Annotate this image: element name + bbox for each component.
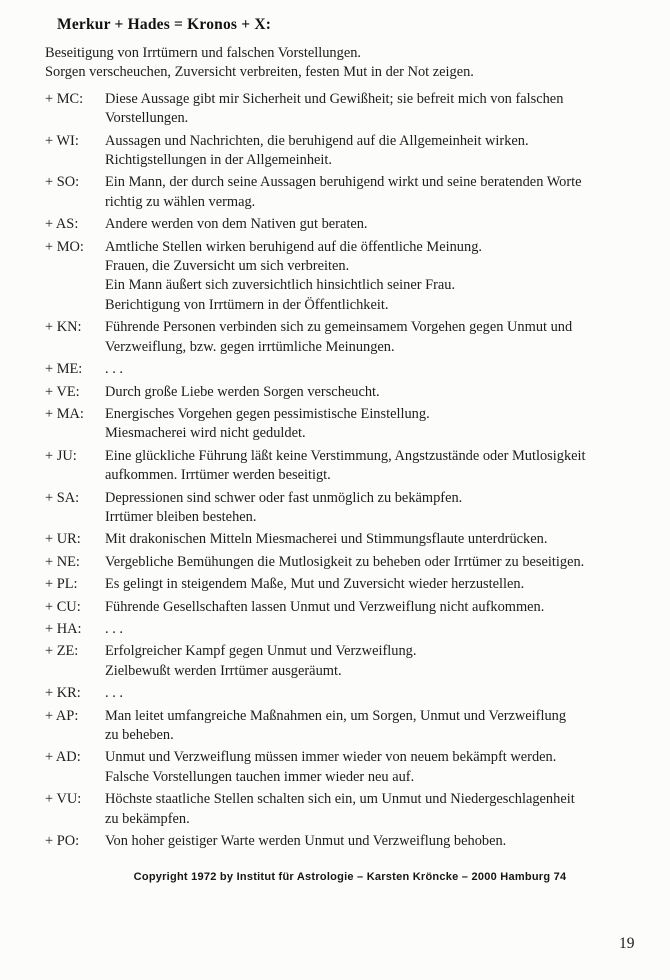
- entry-text: [105, 748, 660, 787]
- entry-line: Eine glückliche Führung läßt keine Verstimmung, Angstzustände oder Mutlosigkeit: [105, 447, 586, 464]
- entry-line: Führende Gesellschaften lassen Unmut und Verzweiflung nicht aufkommen.: [105, 598, 545, 615]
- entry-row: [45, 215, 660, 234]
- entry-label: + JU:: [45, 447, 77, 464]
- entry-label: + VE:: [45, 383, 80, 400]
- entry-label: + AD:: [45, 749, 81, 766]
- entry-line: Höchste staatliche Stellen schalten sich ein, um Unmut und Niedergeschlagenheit: [105, 791, 575, 808]
- entry-text: [105, 447, 660, 486]
- entry-text: [105, 575, 660, 594]
- copyright-line: Copyright 1972 by Institut für Astrologie – Karsten Kröncke – 2000 Hamburg 74: [133, 871, 567, 883]
- intro-line: Beseitigung von Irrtümern und falschen Vorstellungen.: [45, 45, 362, 61]
- entry-row: [45, 447, 660, 486]
- entry-label: + AS:: [45, 216, 79, 233]
- entry-row: [45, 598, 660, 617]
- entry-label: + MA:: [45, 405, 84, 422]
- entry-line: Falsche Vorstellungen tauchen immer wieder neu auf.: [105, 768, 415, 785]
- entry-label: + HA:: [45, 620, 82, 637]
- entry-line: richtig zu wählen vermag.: [105, 193, 256, 210]
- entry-label: + KR:: [45, 685, 81, 702]
- entry-row: [45, 553, 660, 572]
- entry-line: Erfolgreicher Kampf gegen Unmut und Verzweiflung.: [105, 643, 417, 660]
- entry-text: [105, 530, 660, 549]
- entry-label: + NE:: [45, 553, 80, 570]
- entry-text: [105, 405, 660, 444]
- entry-line: Es gelingt in steigendem Maße, Mut und Zuversicht wieder herzustellen.: [105, 576, 525, 593]
- entry-text: [105, 598, 660, 617]
- entry-text: [105, 132, 660, 171]
- entry-row: [45, 707, 660, 746]
- entry-row: [45, 383, 660, 402]
- entry-label: + VU:: [45, 791, 82, 808]
- entry-line: Richtigstellungen in der Allgemeinheit.: [105, 152, 333, 169]
- entry-text: [105, 620, 660, 639]
- entry-line: Von hoher geistiger Warte werden Unmut und Verzweiflung behoben.: [105, 833, 507, 850]
- entry-label: + KN:: [45, 319, 82, 336]
- entry-row: [45, 748, 660, 787]
- entry-line: Man leitet umfangreiche Maßnahmen ein, um Sorgen, Unmut und Verzweiflung: [105, 707, 567, 724]
- entry-label: + SO:: [45, 174, 80, 191]
- intro-line: Sorgen verscheuchen, Zuversicht verbreiten, festen Mut in der Not zeigen.: [45, 64, 474, 81]
- entry-line: zu bekämpfen.: [105, 810, 190, 827]
- entry-line: Depressionen sind schwer oder fast unmöglich zu bekämpfen.: [105, 489, 463, 506]
- entry-text: [105, 790, 660, 829]
- entry-line: . . .: [105, 685, 123, 702]
- entry-row: [45, 642, 660, 681]
- entry-line: Durch große Liebe werden Sorgen verscheucht.: [105, 383, 380, 400]
- entry-row: [45, 405, 660, 444]
- entries-list: [45, 90, 660, 852]
- entry-text: [105, 215, 660, 234]
- entry-line: Amtliche Stellen wirken beruhigend auf die öffentliche Meinung.: [105, 238, 482, 255]
- entry-text: [105, 707, 660, 746]
- entry-row: [45, 790, 660, 829]
- entry-line: Irrtümer bleiben bestehen.: [105, 508, 257, 525]
- entry-label: + ZE:: [45, 643, 79, 660]
- entry-label: + ME:: [45, 361, 83, 378]
- entry-label: + PL:: [45, 576, 78, 593]
- entry-line: Aussagen und Nachrichten, die beruhigend auf die Allgemeinheit wirken.: [105, 132, 529, 149]
- entry-line: Führende Personen verbinden sich zu gemeinsamem Vorgehen gegen Unmut und: [105, 319, 573, 336]
- entry-row: [45, 360, 660, 379]
- entry-row: [45, 173, 660, 212]
- entry-text: [105, 238, 660, 316]
- entry-label: + MC:: [45, 90, 84, 107]
- entry-text: [105, 684, 660, 703]
- entry-row: [45, 318, 660, 357]
- entry-line: Vergebliche Bemühungen die Mutlosigkeit zu beheben oder Irrtümer zu beseitigen.: [105, 553, 585, 570]
- entry-line: Zielbewußt werden Irrtümer ausgeräumt.: [105, 662, 342, 679]
- entry-text: [105, 489, 660, 528]
- entry-row: [45, 238, 660, 316]
- entry-line: Frauen, die Zuversicht um sich verbreiten.: [105, 258, 350, 275]
- entry-label: + MO:: [45, 238, 84, 255]
- entry-label: + CU:: [45, 598, 81, 615]
- entry-row: [45, 620, 660, 639]
- entry-label: + SA:: [45, 489, 80, 506]
- entry-label: + WI:: [45, 132, 79, 149]
- entry-line: Ein Mann, der durch seine Aussagen beruhigend wirkt und seine beratenden Worte: [105, 174, 582, 191]
- entry-line: Energisches Vorgehen gegen pessimistische Einstellung.: [105, 405, 430, 422]
- entry-label: + UR:: [45, 531, 81, 548]
- entry-row: [45, 575, 660, 594]
- entry-line: Vorstellungen.: [105, 110, 189, 127]
- entry-line: . . .: [105, 361, 123, 378]
- entry-row: [45, 132, 660, 171]
- entry-label: + AP:: [45, 707, 79, 724]
- entry-line: zu beheben.: [105, 727, 174, 743]
- entry-text: [105, 90, 660, 129]
- entry-text: [105, 553, 660, 572]
- entry-text: [105, 360, 660, 379]
- entry-label: + PO:: [45, 833, 80, 850]
- entry-row: [45, 489, 660, 528]
- entry-text: [105, 383, 660, 402]
- entry-row: [45, 832, 660, 851]
- entry-line: Mit drakonischen Mitteln Miesmacherei und Stimmungsflaute unterdrücken.: [105, 531, 548, 548]
- entry-line: Ein Mann äußert sich zuversichtlich hinsichtlich seiner Frau.: [105, 277, 456, 294]
- page-number: 19: [619, 935, 635, 952]
- entry-line: Diese Aussage gibt mir Sicherheit und Gewißheit; sie befreit mich von falschen: [105, 90, 564, 107]
- entry-row: [45, 684, 660, 703]
- entry-line: Andere werden von dem Nativen gut beraten.: [105, 216, 368, 233]
- entry-row: [45, 530, 660, 549]
- entry-text: [105, 832, 660, 851]
- entry-text: [105, 318, 660, 357]
- intro-paragraph: [45, 44, 660, 83]
- entry-line: Miesmacherei wird nicht geduldet.: [105, 425, 306, 442]
- entry-text: [105, 173, 660, 212]
- entry-line: Berichtigung von Irrtümern in der Öffentlichkeit.: [105, 296, 389, 313]
- page-title: Merkur + Hades = Kronos + X:: [57, 16, 272, 33]
- entry-line: . . .: [105, 620, 123, 637]
- entry-row: [45, 90, 660, 129]
- entry-line: Verzweiflung, bzw. gegen irrtümliche Meinungen.: [105, 338, 395, 355]
- entry-line: aufkommen. Irrtümer werden beseitigt.: [105, 467, 331, 484]
- entry-line: Unmut und Verzweiflung müssen immer wieder von neuem bekämpft werden.: [105, 749, 557, 766]
- entry-text: [105, 642, 660, 681]
